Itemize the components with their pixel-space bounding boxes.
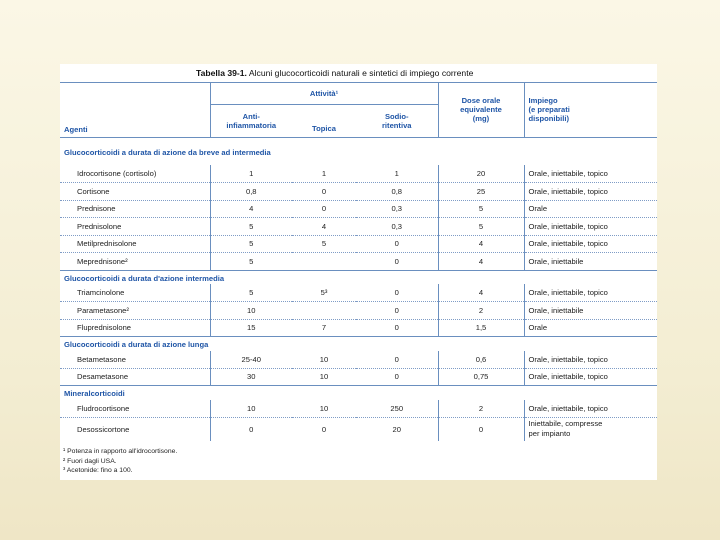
- sodium-retention-cell: 0: [356, 302, 438, 320]
- use-cell: Orale, iniettabile: [524, 302, 657, 320]
- table-row: [60, 165, 657, 183]
- sodium-retention-cell: 1: [356, 165, 438, 183]
- anti-inflammatory-cell: 15: [210, 319, 292, 337]
- topical-cell: 4: [292, 218, 356, 236]
- glucocorticoid-table: [60, 83, 657, 441]
- anti-inflammatory-cell: 4: [210, 200, 292, 218]
- table-title: [60, 64, 657, 83]
- agent-cell: Desametasone: [77, 372, 129, 382]
- use-cell: Orale, iniettabile, topico: [524, 400, 657, 418]
- sodium-retention-cell: 0: [394, 323, 399, 333]
- agent-cell: Meprednisone²: [77, 256, 128, 266]
- topical-cell: 5³: [292, 284, 356, 302]
- oral-dose-cell: 25: [438, 183, 524, 201]
- header-topical: Topica: [292, 104, 356, 137]
- agent-cell: Prednisolone: [60, 218, 210, 236]
- footnote: ² Fuori dagli USA.: [63, 457, 117, 465]
- anti-inflammatory-cell: 10: [210, 302, 292, 320]
- anti-inflammatory-cell: 5: [210, 284, 292, 302]
- topical-cell: [292, 302, 356, 320]
- table-row: [60, 400, 657, 418]
- table-row: [60, 235, 657, 253]
- table-row: [60, 302, 657, 320]
- header-dose: Dose orale equivalente (mg): [438, 83, 524, 137]
- use-cell: Orale, iniettabile: [524, 253, 657, 271]
- table-row: [60, 200, 657, 218]
- sodium-retention-cell: 0: [394, 372, 399, 382]
- table-row: [60, 351, 657, 369]
- use-cell: Orale, iniettabile, topico: [524, 351, 657, 369]
- table-sheet: [60, 64, 657, 480]
- agent-cell: Desossicortone: [77, 424, 130, 434]
- group-header-row: [60, 337, 657, 351]
- use-cell: Orale, iniettabile, topico: [524, 368, 657, 386]
- sodium-retention-cell: 250: [356, 400, 438, 418]
- oral-dose-cell: 0,6: [438, 351, 524, 369]
- anti-inflammatory-cell: 0,8: [210, 183, 292, 201]
- anti-inflammatory-cell: 30: [210, 368, 292, 386]
- oral-dose-cell: 5: [438, 200, 524, 218]
- header-sodium: Sodio- ritentiva: [356, 104, 438, 137]
- sodium-retention-cell: 0: [356, 284, 438, 302]
- group-header-row: [60, 386, 657, 400]
- use-cell: Orale: [524, 319, 657, 337]
- topical-cell: 10: [319, 372, 329, 382]
- topical-cell: 7: [321, 323, 327, 333]
- anti-inflammatory-cell: 1: [210, 165, 292, 183]
- topical-cell: 5: [292, 235, 356, 253]
- topical-cell: 0: [292, 183, 356, 201]
- group-header-row: [60, 137, 657, 165]
- oral-dose-cell: 20: [438, 165, 524, 183]
- header-agents: Agenti: [60, 83, 210, 137]
- sodium-retention-cell: 0,8: [356, 183, 438, 201]
- header-activity: Attività¹: [210, 83, 438, 104]
- use-cell: Orale, iniettabile, topico: [524, 165, 657, 183]
- sodium-retention-cell: 0,3: [356, 200, 438, 218]
- use-cell: Orale, iniettabile, topico: [524, 284, 657, 302]
- anti-inflammatory-cell: 5: [210, 235, 292, 253]
- header-use: Impiego (e preparati disponibili): [524, 83, 657, 137]
- table-row: [60, 183, 657, 201]
- anti-inflammatory-cell: 0: [210, 417, 292, 441]
- group-header-row: [60, 270, 657, 284]
- agent-cell: Idrocortisone (cortisolo): [60, 165, 210, 183]
- anti-inflammatory-cell: 25-40: [210, 351, 292, 369]
- agent-cell: Fluprednisolone: [77, 323, 132, 333]
- table-title-label: Tabella 39-1.: [196, 68, 247, 78]
- sodium-retention-cell: 0: [356, 235, 438, 253]
- topical-cell: 10: [292, 400, 356, 418]
- use-cell: Orale, iniettabile, topico: [524, 235, 657, 253]
- use-cell: Orale: [524, 200, 657, 218]
- anti-inflammatory-cell: 5: [210, 218, 292, 236]
- oral-dose-cell: 1,5: [438, 319, 524, 337]
- use-cell: Orale, iniettabile, topico: [524, 183, 657, 201]
- agent-cell: Prednisone: [60, 200, 210, 218]
- header-anti: Anti- infiammatoria: [210, 104, 292, 137]
- oral-dose-cell: 2: [438, 302, 524, 320]
- footnote: ³ Acetonide: fino a 100.: [63, 467, 133, 474]
- topical-cell: 1: [292, 165, 356, 183]
- oral-dose-cell: 0,75: [438, 368, 524, 386]
- topical-cell: [292, 253, 356, 271]
- agent-cell: Metilprednisolone: [60, 235, 210, 253]
- sodium-retention-cell: 0: [356, 351, 438, 369]
- anti-inflammatory-cell: 5: [210, 253, 292, 271]
- oral-dose-cell: 4: [438, 284, 524, 302]
- sodium-retention-cell: 20: [392, 424, 401, 434]
- topical-cell: 10: [292, 351, 356, 369]
- table-row: [60, 218, 657, 236]
- agent-cell: Parametasone²: [60, 302, 210, 320]
- sodium-retention-cell: 0,3: [356, 218, 438, 236]
- agent-cell: Triamcinolone: [60, 284, 210, 302]
- oral-dose-cell: 0: [438, 417, 524, 441]
- agent-cell: Cortisone: [60, 183, 210, 201]
- group-title: Mineralcorticoidi: [60, 386, 657, 400]
- agent-cell: Fludrocortisone: [60, 400, 210, 418]
- topical-cell: 0: [321, 424, 327, 434]
- oral-dose-cell: 4: [438, 253, 524, 271]
- oral-dose-cell: 5: [438, 218, 524, 236]
- footnotes: [63, 447, 177, 476]
- footnote: ¹ Potenza in rapporto all'idrocortisone.: [63, 448, 178, 455]
- group-title: Glucocorticoidi a durata di azione da breve ad intermedia: [64, 147, 271, 157]
- table-row: [60, 253, 657, 271]
- oral-dose-cell: 2: [438, 400, 524, 418]
- table-body: [60, 137, 657, 441]
- table-row: [60, 284, 657, 302]
- anti-inflammatory-cell: 10: [210, 400, 292, 418]
- table-row: [60, 417, 657, 441]
- group-title: Glucocorticoidi a durata di azione lunga: [60, 337, 657, 351]
- topical-cell: 0: [292, 200, 356, 218]
- use-cell: Iniettabile, compresse per impianto: [524, 417, 657, 441]
- table-row: [60, 368, 657, 386]
- agent-cell: Betametasone: [60, 351, 210, 369]
- oral-dose-cell: 4: [438, 235, 524, 253]
- table-row: [60, 319, 657, 337]
- sodium-retention-cell: 0: [394, 256, 399, 266]
- table-title-text: Alcuni glucocorticoidi naturali e sintetici di impiego corrente: [248, 68, 474, 78]
- use-cell: Orale, iniettabile, topico: [524, 218, 657, 236]
- group-title: Glucocorticoidi a durata d'azione intermedia: [60, 270, 657, 284]
